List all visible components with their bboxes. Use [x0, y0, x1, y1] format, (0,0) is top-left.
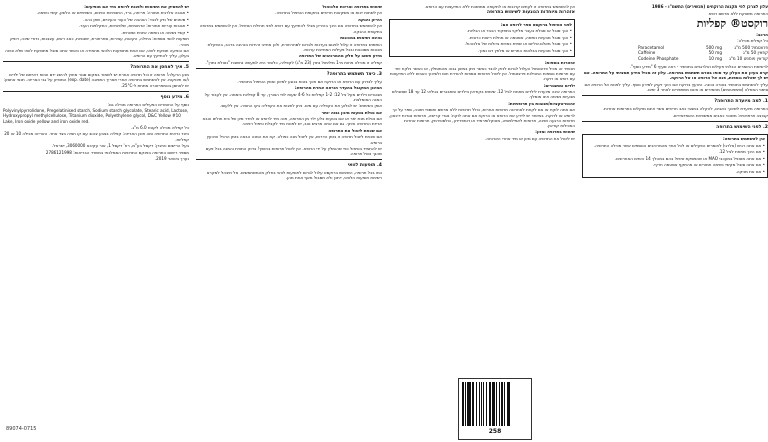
section-4-title: 4. תופעות לוואי: [347, 163, 382, 169]
contraindication-item: • אם את מניקה.: [585, 169, 765, 174]
side-effect-item: • תגובה אלרגית חמורה: פריחה, גרד, התנפחות הפנים, השפתיים או הלשון, קשיי נשימה.: [3, 10, 189, 15]
section-6-text: נוסף על החומרים הפעילים התרופה מכילה גם:: [107, 101, 189, 107]
appearance-text: כיצד נראית התרופה ומה תוכן האריזה: קפליה בצבע צהוב עם קו חציה בצד אחד. האריזה מכילה 10 או 20 קפליות.: [4, 131, 189, 142]
other-side-effects: תופעות לוואי נוספות: בחילה, הקאות, עצירות, סחרחורת, ישנוניות, כאב ראש, עצבנות, נדודי שינה, דופק מהיר.: [10, 36, 189, 47]
additional-warnings-text: תכשיר זה מכיל פרצטמול העלול לגרום לנזק לכבד כאשר ניתן במינון גבוה מהמומלץ, או כאשר נלקח יחד עם תרופות נוספות המכילות פרצטמול. אין ליטול תרופות נוספות להורדת חום ולשיכוך כאבים ללא התייעצות עם רופא או רוקח.: [389, 66, 575, 82]
divider: [3, 91, 189, 92]
side-effect-item: • קשיי נשימה או נשימה איטית ושטחית.: [3, 30, 189, 35]
section-1-text: התרופה מיועדת לשיכוך כאבים, להקלה במצבי כאב חריפים אשר אינם מוקלים בתרופות אחרות.: [602, 106, 768, 112]
ingredients-info-title: מידע חשוב על חלק מהמרכיבים של התרופה: [298, 53, 382, 59]
section-1-group: קבוצה תרפויטית: משככי כאבים ממשפחת האופיואידים.: [672, 112, 768, 118]
regulation-notice: עלון לצרכן לפי תקנות הרוקחים (תכשירים) התשמ"ו - 1986: [651, 4, 768, 9]
ingredient-amount: 10 mg: [708, 55, 722, 61]
dosage-text: מבוגרים וילדים מעל גיל 12: 1-2 קפליות כל 4-6 שעות לפי הצורך, עד 8 קפליות ביממה. אין לעבור על המנה המומלצת.: [204, 91, 382, 102]
overdose-text: אם נטלת מנת יתר או אם בטעות בלע ילד מן התרופה, פנה מיד לרופא או לחדר מיון של בית חולים והבא אריזת התרופה איתך. גם אם אתה מרגיש טוב, יש לפנות מיד לקבלת טיפול רפואי.: [202, 116, 382, 127]
registration-number: מספר רישום התרופה בפנקס התרופות הממלכתי במשרד הבריאות: 2786121998: [45, 149, 189, 155]
side-effect-item: • תגובות עוריות חמורות: אדמומיות, שלפוחיות, התקלפות העור.: [3, 23, 189, 28]
lactose-note: כל קפליה מכילה לקטוז 6.0 מ"ג.: [131, 125, 189, 130]
warning-item: • הנך סובל מבעיות נשימה, אסטמה או מחלת ריאות כרונית.: [392, 35, 572, 40]
adherence-text: יש להתמיד בטיפול כפי שהומלץ על ידי הרופא. אין ליטול תרופות בחושך! בדוק התווית והמנה בכל פעם שהנך נוטל תרופה.: [205, 146, 382, 157]
leaflet-column-2: [389, 4, 575, 432]
warning-item: • הנך סובל מבעיות בבלוטת התריס או מלחץ דם נמוך.: [392, 48, 572, 53]
divider: [582, 121, 768, 122]
alcohol-title: שימוש בתרופה וצריכת אלכוהול: [322, 4, 382, 9]
inactive-ingredients: Polyvinylpyrrolidone, Pregelatinised starch, Sodium starch glycolate, Stearic acid, Lactose, Hydroxypropyl methylcellulose, Titanium dioxide, Polyethylene glycol, D&C Yellow #10 Lake, Iron oxide yellow and iron oxide red.: [3, 108, 189, 124]
stop-use-title: יש להפסיק את השימוש ולפנות לרופא מיד אם מופיעים:: [84, 4, 189, 9]
divider: [196, 159, 382, 160]
section-5-text: מנע הרעלה! תרופה זו וכל תרופה אחרת יש לשמור במקום סגור מחוץ להישג ידם וטווח ראייתם של ילדים ו/או תינוקות. אין להשתמש בתרופה אחרי תאריך התפוגה (exp. date) המופיע על גבי האריזה. תנאי אחסון: יש לאחסן בטמפרטורה מתחת ל-25°C.: [3, 72, 189, 88]
page-number: 258: [488, 428, 502, 435]
food-title: שימוש בתרופה ומזון:: [535, 129, 575, 135]
leaflet-column-1: [582, 4, 768, 432]
children-title: ילדים ומתבגרים:: [543, 82, 575, 88]
missed-dose-text: אם שכחת ליטול תרופה זו בזמן הדרוש, אין ליטול מנה כפולה. קח את המנה הבאה בזמן הרגיל והיוועץ ברופא.: [206, 134, 382, 145]
missed-dose-title: אם שכחת ליטול את התרופה: [328, 127, 382, 133]
section-6-title: 6. מידע נוסף: [160, 94, 189, 100]
overdose-title: אם נטלת בטעות מינון גבוה יותר: [321, 109, 382, 115]
contraindications-box: [582, 134, 768, 178]
dosage-title: המינון המקובל בהעדר הוראה אחרת מהרופא:: [294, 85, 382, 91]
contraindication-item: • אם אתה מטופל במעכבי MAO או שהפסקת טיפול בהם במהלך 14 הימים האחרונים.: [585, 156, 765, 161]
alcohol-text: אין לשתות יינות או משקאות חריפים בתקופת הטיפול בתרופה.: [275, 10, 382, 16]
side-effect-item: • סימנים של נזק לכבד: הצהבה של העור והעיניים, שתן כהה.: [3, 17, 189, 22]
ingredient-hebrew: קודאין פוספט 10 מ"ג: [729, 55, 768, 61]
section-3-title: 3. כיצד תשתמש בתרופה?: [326, 71, 382, 77]
contraindication-item: • אם אתה סובל מקשיי נשימה חמורים או מהתקף אסטמה חריף.: [585, 162, 765, 167]
divider: [196, 68, 382, 69]
leaflet-column-3: [196, 4, 382, 432]
pregnancy-text: אין להשתמש בתרופה אם הינך בהיריון מבלי להתייעץ עם רופא לפני תחילת הטיפול. אין להשתמש בתרופה בתקופת ההנקה.: [199, 23, 382, 34]
registration-holder: בעל הרישום והיצרן: דקסל בע"מ, רח' דקסל 1, אור עקיבא 3060000, ישראל.: [52, 143, 189, 149]
warnings-title: אזהרות מיוחדות הנוגעות לשימוש בתרופה: [486, 10, 575, 16]
read-carefully-notice: קרא בעיון את העלון עד סופו בטרם תשתמש בתרופה. עלון זה מכיל מידע תמציתי על התרופה. אם יש לך שאלות נוספות, פנה אל הרופא או אל הרוקח.: [583, 70, 768, 81]
contraindication-item: • אם הינך מתחת לגיל 12.: [585, 149, 765, 154]
leaflet-column-4: [3, 4, 189, 432]
composition-intro: כל קפלית מכילה:: [737, 38, 768, 44]
driving-text: השימוש בתרופה זו עלול לפגום בערנות ולגרום לסחרחורת, ולכן מחייב זהירות בנהיגה ברכב, בהפעלת מכונות מסוכנות ובכל פעילות המחייבת ערנות.: [207, 41, 382, 52]
pregnancy-title: היריון והנקה: [358, 16, 382, 22]
section-1-title: 1. למה מיועדת התרופה?: [714, 99, 768, 105]
usage-paragraph: עליך להשתמש בתכשיר בצורה נכונה. היוועץ ברוקח אם הינך זקוק למידע נוסף. עליך לפנות אל הרופא אם סימני המחלה (סימפטומים) מחמירים או אינם משתפרים לאחר 3 ימים.: [584, 81, 768, 93]
composition-table: [582, 45, 768, 61]
drug-title: רוקסט® קפליות: [696, 17, 768, 31]
ingredient-amount: 50 mg: [708, 50, 722, 56]
food-text: יש ליטול את התרופה עם מזון או מיד אחרי הארוחה.: [485, 135, 575, 141]
warnings-subtitle: לפני הטיפול ברוקסט ספר לרופא אם:: [500, 21, 572, 27]
divider: [582, 95, 768, 96]
composition-label: הרכב:: [756, 31, 768, 37]
driving-title: נהיגה ושימוש במכונות: [340, 35, 382, 41]
composition-row: [582, 56, 768, 61]
section-4-text: כמו בכל תרופה, השימוש ברוקסט עלול לגרום לתופעות לוואי בחלק מהמשתמשים. אל תיבהל למקרא רשימת תופעות הלוואי, ייתכן ולא תסבול מאף אחת מהן.: [206, 170, 382, 181]
revision-date: נערך בינואר 2019.: [154, 156, 189, 162]
administration-text: אופן השימוש: יש לבלוע את הקפליה עם מים. ניתן לחצות את הקפליה בקו החציה. אין ללעוס.: [220, 103, 382, 109]
report-side-effects: אם הופיעה תופעת לוואי, אם אחת מתופעות הלוואי מחמירה או כאשר אתה סובל מתופעת לוואי שלא צוינה בעלון, עליך להתייעץ עם הרופא.: [5, 48, 189, 59]
section-2-title: 2. לפני השימוש בתרופה: [716, 124, 768, 130]
section-5-title: 5. איך לאחסן את התרופה?: [130, 65, 189, 71]
ingredient-hebrew: פרצטמול 500 מ"ג: [734, 45, 768, 51]
ingredient-amount: 500 mg: [705, 45, 722, 51]
barcode-bar: [510, 382, 513, 426]
composition-note: לרשימת החומרים הבלתי פעילים ואלרגניים בתכשיר - ראה סעיף 6 "מידע נוסף".: [629, 63, 768, 69]
interactions-title: אינטראקציות/תגובות בין תרופתיות:: [508, 100, 575, 106]
warning-item: • הנך סובל מאלכוהוליזם או שתית כמויות גדולות של אלכוהול.: [392, 41, 572, 46]
children-text: התרופה אינה מיועדת לילדים מתחת לגיל 12. שימוש בקודאין בילדים ומתבגרים בגילאי 12 עד 18 שסובלים מבעיות נשימה אינו מומלץ.: [391, 89, 575, 100]
ingredient-hebrew: קפאין 50 מ"ג: [743, 50, 768, 56]
ingredient-name: Paracetamol: [638, 45, 665, 51]
ingredients-info-text: קפליה זו מכילה פחות מ-1 מילימול נתרן (23 מ"ג) לקפליה, כלומר היא למעשה נחשבת "נטולת נתרן".: [205, 59, 382, 65]
ingredient-name: Caffeine: [638, 50, 656, 56]
contraindications-title: אין להשתמש בתרופה:: [722, 136, 765, 142]
otc-notice: התרופה משווקת ללא מרשם רופא: [708, 10, 768, 16]
section-3-text: עליך לבדוק עם הרופא או הרוקח אם אינך בטוח בנוגע למינון ואופן הטיפול בתכשיר.: [237, 78, 382, 84]
warning-item: • הנך סובל או סבלת בעבר מליקוי בתפקוד הכבד או הכליות.: [392, 28, 572, 33]
divider: [3, 61, 189, 62]
column-2-intro: אין להשתמש בתרופה זו לעתים קרובות או לתקופה ממושכת ללא התייעצות עם הרופא.: [424, 4, 575, 9]
additional-warnings-title: אזהרות נוספות:: [544, 59, 575, 65]
document-code: 89074-0715: [6, 426, 37, 432]
ingredient-name: Codeine Phosphate: [638, 55, 679, 61]
interactions-text: אם אתה לוקח או אם לקחת לאחרונה תרופות אחרות, כולל תרופות ללא מרשם ותוספי תזונה, ספר על כך לרופא או לרוקח. במיוחד יש ליידע את הרופא או הרוקח אם אתה לוקח: נוגדי קרישה, תרופות נוגדות דיכאון, תרופות הרגעה ושינה, תרופות לאפילפסיה, מטוקלופרמיד או דומפרידון, כולסטירמין, תרופות אחרות המכילות קודאין.: [389, 107, 575, 128]
warnings-box: [389, 19, 575, 56]
barcode: [462, 382, 528, 426]
contraindication-item: • אם אתה רגיש (אלרגי) לחומרים הפעילים או לכל אחד מהמרכיבים הנוספים אשר מכילה התרופה.: [585, 143, 765, 148]
